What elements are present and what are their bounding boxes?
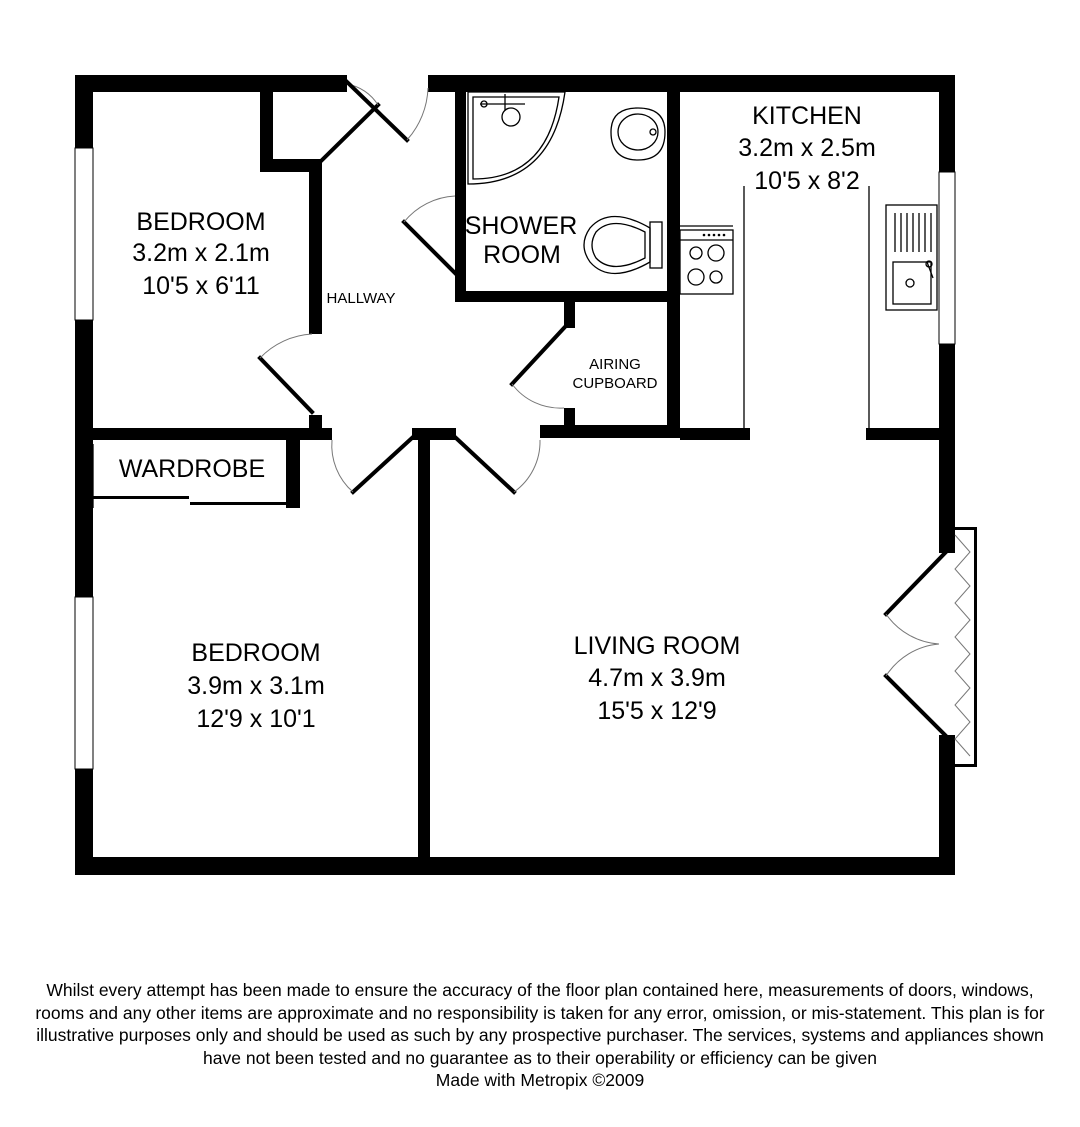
living-room-metric: 4.7m x 3.9m [588, 664, 726, 692]
bedroom-1-name: BEDROOM [136, 208, 266, 236]
airing-cupboard-label-2: CUPBOARD [572, 375, 658, 392]
disclaimer-text: Whilst every attempt has been made to ensure the accuracy of the floor plan contained here, measurements of doors, windows, rooms and any other items are approximate and no responsibility is taken for any error, omission, or mis-statement. This plan is for illustrative purposes only and should be used as such by any prospective purchaser. The services, systems and appliances shown have not been tested and no guarantee as to their operability or efficiency can be given [35, 980, 1045, 1068]
bedroom-1-imperial: 10'5 x 6'11 [142, 272, 260, 300]
airing-cupboard-label-1: AIRING [589, 356, 641, 373]
room-labels [119, 102, 876, 733]
balcony-frame [955, 527, 977, 767]
shower-room-label-2: ROOM [483, 241, 561, 269]
shower-tray [468, 92, 565, 184]
bedroom-2-imperial: 12'9 x 10'1 [196, 705, 316, 733]
kitchen-fixtures [680, 186, 937, 435]
hallway-label: HALLWAY [326, 290, 396, 307]
metropix-credit: Made with Metropix ©2009 [435, 1070, 645, 1091]
kitchen-metric: 3.2m x 2.5m [738, 134, 876, 162]
bedroom-1-metric: 3.2m x 2.1m [132, 239, 270, 267]
window-bedroom-top [75, 148, 93, 320]
bedroom-2-metric: 3.9m x 3.1m [187, 672, 325, 700]
toilet-cistern [650, 222, 662, 268]
living-room-imperial: 15'5 x 12'9 [597, 697, 717, 725]
window-kitchen [939, 172, 955, 344]
disclaimer [30, 979, 1050, 1092]
basin [611, 108, 665, 160]
living-room-name: LIVING ROOM [573, 632, 741, 660]
kitchen-imperial: 10'5 x 8'2 [754, 167, 860, 195]
kitchen-sink [886, 205, 937, 310]
kitchen-name: KITCHEN [752, 102, 862, 130]
window-bedroom-bottom [75, 597, 93, 769]
shower-room-label-1: SHOWER [464, 212, 578, 240]
bedroom-2-name: BEDROOM [191, 639, 321, 667]
toilet-bowl [584, 217, 650, 274]
wardrobe-label: WARDROBE [118, 455, 266, 483]
